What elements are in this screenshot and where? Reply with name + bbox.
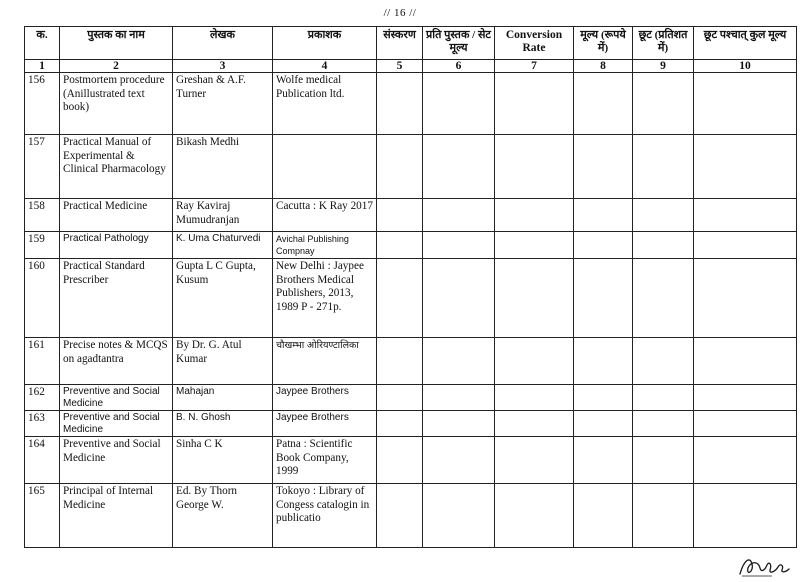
row-number: 156 xyxy=(25,73,60,135)
total-cell xyxy=(694,135,797,199)
price-rupees-cell xyxy=(574,259,633,338)
header-author: लेखक xyxy=(173,27,273,60)
row-number: 159 xyxy=(25,232,60,259)
total-cell xyxy=(694,385,797,411)
row-number: 160 xyxy=(25,259,60,338)
column-number: 5 xyxy=(377,60,423,73)
book-publisher: New Delhi : Jaypee Brothers Medical Publishers, 2013, 1989 P - 271p. xyxy=(273,259,377,338)
discount-cell xyxy=(633,232,694,259)
table-row xyxy=(25,385,797,411)
conversion-rate-cell xyxy=(495,73,574,135)
conversion-rate-cell xyxy=(495,484,574,548)
column-number: 4 xyxy=(273,60,377,73)
price-rupees-cell xyxy=(574,484,633,548)
column-number: 6 xyxy=(423,60,495,73)
table-row xyxy=(25,411,797,437)
row-number: 161 xyxy=(25,338,60,385)
edition-cell xyxy=(377,73,423,135)
conversion-rate-cell xyxy=(495,232,574,259)
book-publisher: Tokoyo : Library of Congess catalogin in publicatio xyxy=(273,484,377,548)
table-row xyxy=(25,232,797,259)
page-number: // 16 // xyxy=(383,7,417,19)
column-number: 10 xyxy=(694,60,797,73)
header-price-rupees: मूल्य (रूपये में) xyxy=(574,27,633,60)
total-cell xyxy=(694,259,797,338)
edition-cell xyxy=(377,484,423,548)
signature xyxy=(732,550,792,580)
table-row xyxy=(25,135,797,199)
book-title: Practical Manual of Experimental & Clinical Pharmacology xyxy=(60,135,173,199)
price-rupees-cell xyxy=(574,199,633,232)
header-serial: क. xyxy=(25,27,60,60)
row-number: 165 xyxy=(25,484,60,548)
book-title: Practical Pathology xyxy=(60,232,173,259)
conversion-rate-cell xyxy=(495,385,574,411)
edition-cell xyxy=(377,385,423,411)
table-row xyxy=(25,437,797,484)
row-number: 158 xyxy=(25,199,60,232)
edition-cell xyxy=(377,259,423,338)
discount-cell xyxy=(633,338,694,385)
header-row xyxy=(25,27,797,60)
total-cell xyxy=(694,199,797,232)
book-author: Greshan & A.F. Turner xyxy=(173,73,273,135)
column-number: 3 xyxy=(173,60,273,73)
price-rupees-cell xyxy=(574,338,633,385)
book-author: Gupta L C Gupta, Kusum xyxy=(173,259,273,338)
table-row xyxy=(25,484,797,548)
price-rupees-cell xyxy=(574,73,633,135)
header-book-name: पुस्तक का नाम xyxy=(60,27,173,60)
price-per-book-cell xyxy=(423,385,495,411)
total-cell xyxy=(694,232,797,259)
total-cell xyxy=(694,437,797,484)
edition-cell xyxy=(377,135,423,199)
discount-cell xyxy=(633,484,694,548)
edition-cell xyxy=(377,411,423,437)
discount-cell xyxy=(633,73,694,135)
book-title: Preventive and Social Medicine xyxy=(60,437,173,484)
price-per-book-cell xyxy=(423,484,495,548)
book-register-table xyxy=(24,26,797,548)
price-per-book-cell xyxy=(423,199,495,232)
column-number: 2 xyxy=(60,60,173,73)
conversion-rate-cell xyxy=(495,259,574,338)
book-publisher: चौखम्भा ओरियण्टालिका xyxy=(273,338,377,385)
row-number: 157 xyxy=(25,135,60,199)
price-per-book-cell xyxy=(423,411,495,437)
column-number: 9 xyxy=(633,60,694,73)
table-row xyxy=(25,259,797,338)
book-title: Principal of Internal Medicine xyxy=(60,484,173,548)
header-publisher: प्रकाशक xyxy=(273,27,377,60)
book-author: K. Uma Chaturvedi xyxy=(173,232,273,259)
price-per-book-cell xyxy=(423,232,495,259)
discount-cell xyxy=(633,437,694,484)
table-row xyxy=(25,338,797,385)
conversion-rate-cell xyxy=(495,338,574,385)
price-rupees-cell xyxy=(574,232,633,259)
book-author: Sinha C K xyxy=(173,437,273,484)
edition-cell xyxy=(377,232,423,259)
price-per-book-cell xyxy=(423,73,495,135)
table-row xyxy=(25,73,797,135)
header-edition: संस्करण xyxy=(377,27,423,60)
book-publisher: Cacutta : K Ray 2017 xyxy=(273,199,377,232)
discount-cell xyxy=(633,259,694,338)
edition-cell xyxy=(377,437,423,484)
book-title: Practical Standard Prescriber xyxy=(60,259,173,338)
book-title: Precise notes & MCQS on agadtantra xyxy=(60,338,173,385)
header-total-after-discount: छूट पश्चात् कुल मूल्य xyxy=(694,27,797,60)
conversion-rate-cell xyxy=(495,411,574,437)
conversion-rate-cell xyxy=(495,437,574,484)
book-author: Bikash Medhi xyxy=(173,135,273,199)
book-publisher: Wolfe medical Publication ltd. xyxy=(273,73,377,135)
total-cell xyxy=(694,484,797,548)
book-author: Mahajan xyxy=(173,385,273,411)
discount-cell xyxy=(633,199,694,232)
table-row xyxy=(25,199,797,232)
price-rupees-cell xyxy=(574,385,633,411)
column-number: 7 xyxy=(495,60,574,73)
book-publisher xyxy=(273,135,377,199)
discount-cell xyxy=(633,411,694,437)
row-number: 162 xyxy=(25,385,60,411)
price-rupees-cell xyxy=(574,437,633,484)
price-per-book-cell xyxy=(423,135,495,199)
book-author: Ray Kaviraj Mumudranjan xyxy=(173,199,273,232)
book-title: Practical Medicine xyxy=(60,199,173,232)
book-author: B. N. Ghosh xyxy=(173,411,273,437)
discount-cell xyxy=(633,135,694,199)
column-number-row xyxy=(25,60,797,73)
total-cell xyxy=(694,411,797,437)
edition-cell xyxy=(377,338,423,385)
price-per-book-cell xyxy=(423,437,495,484)
book-title: Preventive and Social Medicine xyxy=(60,385,173,411)
row-number: 163 xyxy=(25,411,60,437)
total-cell xyxy=(694,73,797,135)
header-price-per-book: प्रति पुस्तक / सेट मूल्य xyxy=(423,27,495,60)
conversion-rate-cell xyxy=(495,135,574,199)
total-cell xyxy=(694,338,797,385)
book-author: By Dr. G. Atul Kumar xyxy=(173,338,273,385)
discount-cell xyxy=(633,385,694,411)
price-per-book-cell xyxy=(423,338,495,385)
book-author: Ed. By Thorn George W. xyxy=(173,484,273,548)
header-conversion-rate: Conversion Rate xyxy=(495,27,574,60)
column-number: 8 xyxy=(574,60,633,73)
edition-cell xyxy=(377,199,423,232)
book-publisher: Jaypee Brothers xyxy=(273,411,377,437)
price-rupees-cell xyxy=(574,411,633,437)
book-publisher: Avichal Publishing Compnay xyxy=(273,232,377,259)
row-number: 164 xyxy=(25,437,60,484)
book-title: Preventive and Social Medicine xyxy=(60,411,173,437)
price-rupees-cell xyxy=(574,135,633,199)
conversion-rate-cell xyxy=(495,199,574,232)
book-publisher: Patna : Scientific Book Company, 1999 xyxy=(273,437,377,484)
book-title: Postmortem procedure (Anillustrated text book) xyxy=(60,73,173,135)
price-per-book-cell xyxy=(423,259,495,338)
book-publisher: Jaypee Brothers xyxy=(273,385,377,411)
header-discount-percent: छूट (प्रतिशत में) xyxy=(633,27,694,60)
column-number: 1 xyxy=(25,60,60,73)
